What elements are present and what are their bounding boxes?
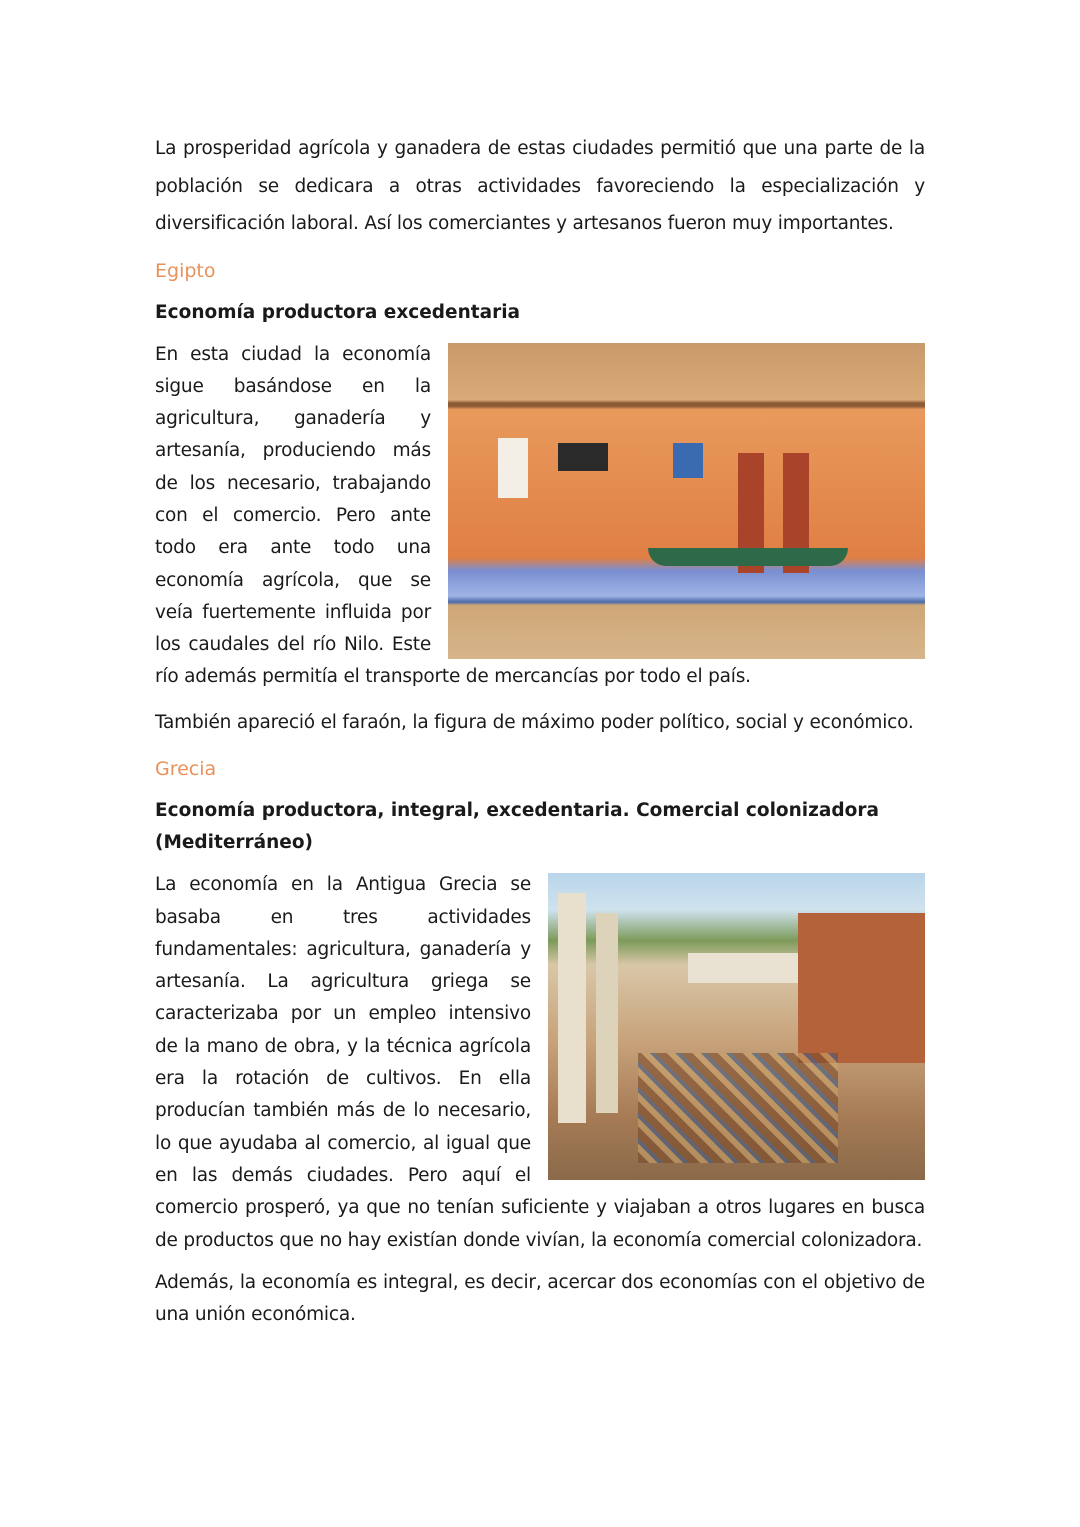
intro-paragraph: La prosperidad agrícola y ganadera de estas ciudades permitió que una parte de la población se dedicara a otras actividades favoreciendo la especialización y diversificación laboral. Así los comerciantes y artesanos fueron muy importantes. (155, 138, 925, 234)
document-page (155, 130, 925, 1331)
section-title-greece: Grecia (155, 758, 217, 781)
greece-paragraph-1: La economía en la Antigua Grecia se basaba en tres actividades fundamentales: agricultura, ganadería y artesanía. La agricultura griega se caracterizaba por un empleo intensivo de la mano de obra, y la técnica agrícola era la rotación de cultivos. En ella producían también más de lo necesario, lo que ayudaba al comercio, al igual que en las demás ciudades. Pero aquí el comercio prosperó, ya que no tenían suficiente y viajaban a otros lugares en busca de productos que no hay existían donde vivían, la economía comercial colonizadora. (155, 874, 925, 1251)
greek-agora-image (548, 873, 925, 1180)
egypt-paragraph-1: En esta ciudad la economía sigue basándose en la agricultura, ganadería y artesanía, produciendo más de los necesario, trabajando con el comercio. Pero ante todo era ante todo una economía agrícola, que se veía fuertemente influida por los caudales del río Nilo. Este río además permitía el transporte de mercancías por todo el país. (155, 343, 751, 688)
section-title-egypt: Egipto (155, 259, 216, 282)
heading-greece: Economía productora, integral, excedentaria. Comercial colonizadora (Mediterráneo) (155, 800, 879, 854)
egyptian-mural-image (448, 343, 925, 659)
egypt-paragraph-2: También apareció el faraón, la figura de máximo poder político, social y económico. (155, 711, 914, 733)
heading-egypt: Economía productora excedentaria (155, 301, 521, 323)
greece-paragraph-2: Además, la economía es integral, es decir, acercar dos economías con el objetivo de una unión económica. (155, 1271, 925, 1326)
